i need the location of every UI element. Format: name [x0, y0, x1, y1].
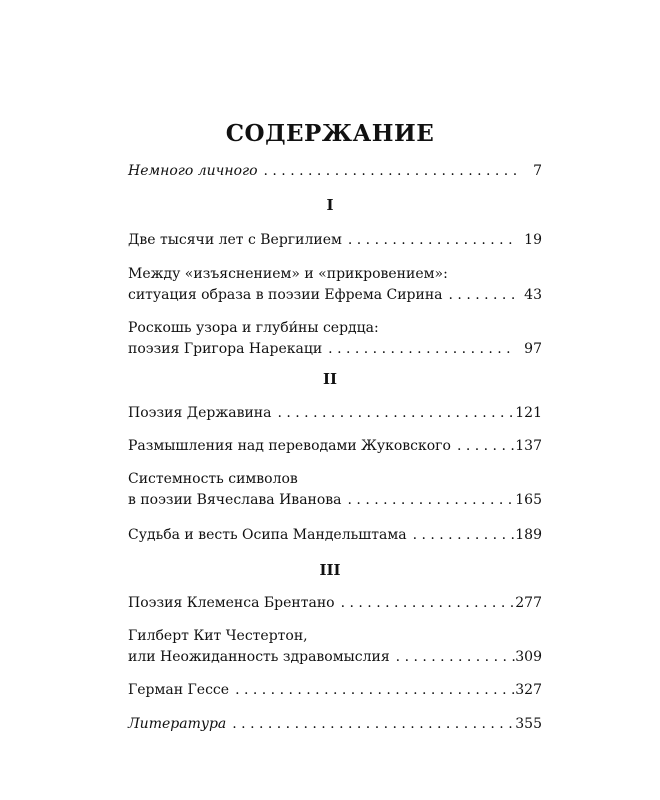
toc-page-number: 355 [515, 716, 542, 732]
dot-leader [229, 680, 515, 701]
toc-page-number: 7 [533, 163, 542, 179]
dot-leader [226, 714, 515, 735]
toc-page-number: 19 [524, 232, 542, 248]
toc-page-number: 121 [515, 405, 542, 421]
toc-entry-title: Поэзия Клеменса Брентано [128, 595, 335, 611]
toc-page-number: 97 [524, 341, 542, 357]
toc-entry-title-line: Между «изъяснением» и «прикровением»: [128, 266, 448, 282]
section-heading-3: III [319, 561, 341, 579]
toc-entry-title: Литература [128, 716, 227, 732]
toc-page-number: 327 [515, 682, 542, 698]
toc-entry-vergil[interactable] [128, 230, 542, 251]
dot-leader [407, 525, 516, 546]
dot-leader [390, 647, 516, 668]
toc-entry-title: Немного личного [128, 163, 258, 179]
toc-page-number: 277 [515, 595, 542, 611]
toc-entry-mandelstam[interactable] [128, 525, 542, 546]
section-heading-1: I [326, 196, 334, 214]
toc-entry-title: в поэзии Вячеслава Иванова [128, 492, 342, 508]
toc-page-number: 43 [524, 287, 542, 303]
toc-entry-literature[interactable] [128, 714, 542, 735]
toc-entry-brentano[interactable] [128, 593, 542, 614]
toc-entry-zhukovsky[interactable] [128, 436, 542, 457]
toc-entry-intro[interactable] [128, 161, 542, 182]
toc-entry-title: ситуация образа в поэзии Ефрема Сирина [128, 287, 443, 303]
toc-entry-ivanov[interactable] [128, 469, 542, 511]
toc-entry-title: Судьба и весть Осипа Мандельштама [128, 527, 407, 543]
toc-entry-title-line: Гилберт Кит Честертон, [128, 628, 308, 644]
section-heading-2: II [322, 370, 338, 388]
dot-leader [342, 230, 516, 251]
toc-entry-ephrem[interactable] [128, 264, 542, 306]
toc-entry-title-line: Роскошь узора и глуби́ны сердца: [128, 320, 379, 336]
toc-entry-chesterton[interactable] [128, 626, 542, 668]
toc-entry-title-line: Системность символов [128, 471, 298, 487]
toc-page-number: 137 [515, 438, 542, 454]
toc-page-number: 165 [515, 492, 542, 508]
toc-entry-title: Поэзия Державина [128, 405, 272, 421]
toc-entry-title: или Неожиданность здравомыслия [128, 649, 390, 665]
toc-entry-title: Две тысячи лет с Вергилием [128, 232, 342, 248]
toc-page-number: 309 [515, 649, 542, 665]
dot-leader [271, 403, 515, 424]
dot-leader [451, 436, 515, 457]
toc-entry-narekatsi[interactable] [128, 318, 542, 360]
toc-entry-derzhavin[interactable] [128, 403, 542, 424]
dot-leader [443, 285, 516, 306]
toc-entry-title: Размышления над переводами Жуковского [128, 438, 451, 454]
toc-entry-title: поэзия Григора Нарекаци [128, 341, 323, 357]
toc-entry-title: Герман Гессе [128, 682, 230, 698]
toc-page-number: 189 [515, 527, 542, 543]
page-title: СОДЕРЖАНИЕ [225, 120, 435, 147]
dot-leader [258, 161, 517, 182]
dot-leader [342, 490, 516, 511]
dot-leader [335, 593, 516, 614]
dot-leader [322, 339, 516, 360]
toc-entry-hesse[interactable] [128, 680, 542, 701]
